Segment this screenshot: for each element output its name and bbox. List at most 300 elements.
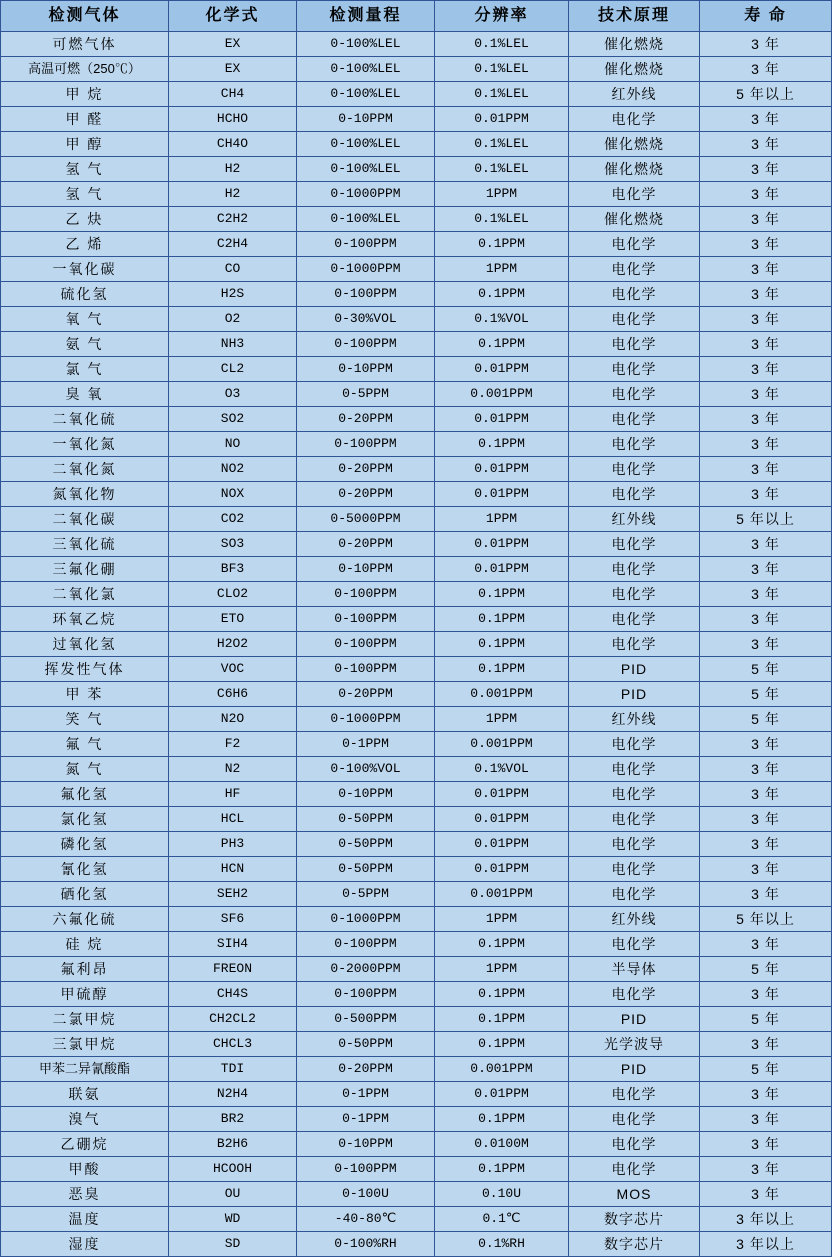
table-cell-life: 5 年以上	[700, 907, 832, 932]
table-cell-name: 氢 气	[1, 157, 169, 182]
table-cell-formula: HCOOH	[169, 1157, 297, 1182]
table-cell-name: 环氧乙烷	[1, 607, 169, 632]
table-cell-tech: 电化学	[569, 282, 700, 307]
table-row	[1, 357, 832, 382]
table-cell-tech: 电化学	[569, 1132, 700, 1157]
table-row	[1, 382, 832, 407]
table-row	[1, 157, 832, 182]
column-header-lifetime: 寿 命	[700, 1, 832, 32]
table-cell-name: 氟化氢	[1, 782, 169, 807]
table-cell-tech: 催化燃烧	[569, 57, 700, 82]
table-cell-life: 3 年	[700, 332, 832, 357]
table-row	[1, 582, 832, 607]
table-cell-name: 二氧化碳	[1, 507, 169, 532]
table-cell-life: 3 年	[700, 632, 832, 657]
table-cell-life: 3 年	[700, 1182, 832, 1207]
table-cell-life: 3 年	[700, 282, 832, 307]
table-cell-range: 0-50PPM	[297, 1032, 435, 1057]
table-cell-name: 三氯甲烷	[1, 1032, 169, 1057]
table-cell-life: 3 年	[700, 1132, 832, 1157]
table-cell-res: 0.1%RH	[435, 1232, 569, 1257]
table-cell-res: 0.1PPM	[435, 1032, 569, 1057]
column-header-gas: 检测气体	[1, 1, 169, 32]
table-cell-range: 0-20PPM	[297, 457, 435, 482]
table-cell-res: 0.1PPM	[435, 982, 569, 1007]
table-cell-formula: NH3	[169, 332, 297, 357]
table-cell-life: 3 年	[700, 157, 832, 182]
table-cell-range: 0-20PPM	[297, 682, 435, 707]
table-cell-name: 硫化氢	[1, 282, 169, 307]
table-cell-life: 3 年	[700, 482, 832, 507]
table-cell-formula: SD	[169, 1232, 297, 1257]
table-cell-range: 0-100%LEL	[297, 132, 435, 157]
table-cell-res: 0.0100M	[435, 1132, 569, 1157]
table-cell-range: 0-100%VOL	[297, 757, 435, 782]
table-cell-tech: PID	[569, 657, 700, 682]
table-cell-tech: 催化燃烧	[569, 157, 700, 182]
table-cell-tech: 电化学	[569, 407, 700, 432]
table-cell-range: 0-100PPM	[297, 1157, 435, 1182]
table-cell-res: 0.001PPM	[435, 882, 569, 907]
table-cell-name: 温度	[1, 1207, 169, 1232]
table-cell-res: 0.1%LEL	[435, 207, 569, 232]
table-cell-name: 湿度	[1, 1232, 169, 1257]
table-row	[1, 807, 832, 832]
table-cell-tech: 催化燃烧	[569, 132, 700, 157]
table-cell-tech: 电化学	[569, 1157, 700, 1182]
table-cell-name: 恶臭	[1, 1182, 169, 1207]
table-cell-name: 挥发性气体	[1, 657, 169, 682]
table-cell-res: 1PPM	[435, 907, 569, 932]
table-cell-res: 0.1PPM	[435, 332, 569, 357]
table-header	[1, 1, 832, 32]
table-cell-res: 0.01PPM	[435, 832, 569, 857]
table-cell-formula: ETO	[169, 607, 297, 632]
table-cell-tech: 半导体	[569, 957, 700, 982]
table-cell-range: 0-100PPM	[297, 232, 435, 257]
table-row	[1, 882, 832, 907]
table-row	[1, 82, 832, 107]
table-cell-life: 3 年	[700, 832, 832, 857]
table-row	[1, 32, 832, 57]
table-row	[1, 907, 832, 932]
table-cell-life: 3 年	[700, 207, 832, 232]
table-cell-formula: HCL	[169, 807, 297, 832]
table-row	[1, 132, 832, 157]
table-row	[1, 107, 832, 132]
table-cell-life: 3 年	[700, 382, 832, 407]
table-cell-name: 氟 气	[1, 732, 169, 757]
table-cell-range: 0-10PPM	[297, 782, 435, 807]
table-cell-formula: CLO2	[169, 582, 297, 607]
table-row	[1, 657, 832, 682]
table-cell-life: 3 年	[700, 1082, 832, 1107]
table-cell-formula: O3	[169, 382, 297, 407]
table-cell-range: 0-20PPM	[297, 482, 435, 507]
table-cell-res: 1PPM	[435, 257, 569, 282]
table-cell-res: 0.1PPM	[435, 1007, 569, 1032]
table-cell-formula: TDI	[169, 1057, 297, 1082]
table-cell-tech: MOS	[569, 1182, 700, 1207]
table-cell-range: 0-100PPM	[297, 582, 435, 607]
table-cell-res: 0.1PPM	[435, 657, 569, 682]
table-cell-name: 乙 炔	[1, 207, 169, 232]
table-cell-res: 0.01PPM	[435, 407, 569, 432]
table-cell-tech: 电化学	[569, 882, 700, 907]
table-cell-range: 0-5PPM	[297, 382, 435, 407]
table-cell-tech: 电化学	[569, 457, 700, 482]
table-cell-range: 0-1000PPM	[297, 257, 435, 282]
table-cell-formula: C2H4	[169, 232, 297, 257]
table-cell-life: 3 年	[700, 857, 832, 882]
table-cell-formula: SO2	[169, 407, 297, 432]
table-cell-range: 0-5PPM	[297, 882, 435, 907]
table-row	[1, 782, 832, 807]
table-row	[1, 757, 832, 782]
table-cell-formula: SF6	[169, 907, 297, 932]
table-cell-life: 5 年	[700, 957, 832, 982]
table-cell-name: 溴气	[1, 1107, 169, 1132]
table-row	[1, 1107, 832, 1132]
table-cell-name: 甲 烷	[1, 82, 169, 107]
table-cell-range: 0-100%LEL	[297, 57, 435, 82]
table-cell-range: 0-5000PPM	[297, 507, 435, 532]
table-cell-tech: 电化学	[569, 1107, 700, 1132]
table-cell-tech: 电化学	[569, 182, 700, 207]
table-row	[1, 1057, 832, 1082]
table-cell-tech: 电化学	[569, 807, 700, 832]
table-cell-res: 0.1%LEL	[435, 132, 569, 157]
table-cell-range: 0-100%LEL	[297, 82, 435, 107]
table-cell-formula: H2O2	[169, 632, 297, 657]
table-cell-life: 3 年以上	[700, 1232, 832, 1257]
table-cell-res: 0.1PPM	[435, 232, 569, 257]
table-cell-life: 5 年	[700, 1057, 832, 1082]
table-cell-life: 5 年以上	[700, 82, 832, 107]
table-cell-tech: 电化学	[569, 632, 700, 657]
table-row	[1, 832, 832, 857]
table-cell-res: 0.01PPM	[435, 532, 569, 557]
table-cell-range: 0-100U	[297, 1182, 435, 1207]
table-row	[1, 532, 832, 557]
table-cell-tech: 电化学	[569, 1082, 700, 1107]
table-cell-name: 三氟化硼	[1, 557, 169, 582]
table-cell-formula: PH3	[169, 832, 297, 857]
table-cell-tech: 电化学	[569, 607, 700, 632]
table-cell-formula: B2H6	[169, 1132, 297, 1157]
table-cell-tech: 电化学	[569, 432, 700, 457]
table-cell-res: 1PPM	[435, 707, 569, 732]
table-cell-life: 3 年	[700, 607, 832, 632]
table-cell-name: 甲硫醇	[1, 982, 169, 1007]
table-cell-formula: F2	[169, 732, 297, 757]
table-cell-formula: C2H2	[169, 207, 297, 232]
table-cell-formula: H2S	[169, 282, 297, 307]
table-cell-name: 甲苯二异氰酸酯	[1, 1057, 169, 1082]
table-cell-res: 0.1%LEL	[435, 32, 569, 57]
table-row	[1, 232, 832, 257]
table-cell-life: 3 年	[700, 532, 832, 557]
table-cell-name: 乙 烯	[1, 232, 169, 257]
table-cell-name: 二氧化氯	[1, 582, 169, 607]
table-cell-formula: H2	[169, 182, 297, 207]
table-row	[1, 307, 832, 332]
table-cell-life: 3 年	[700, 582, 832, 607]
table-cell-tech: 电化学	[569, 232, 700, 257]
table-cell-life: 5 年以上	[700, 507, 832, 532]
table-cell-range: 0-100PPM	[297, 632, 435, 657]
table-cell-tech: 数字芯片	[569, 1232, 700, 1257]
table-cell-life: 3 年	[700, 57, 832, 82]
column-header-range: 检测量程	[297, 1, 435, 32]
column-header-technology: 技术原理	[569, 1, 700, 32]
table-cell-formula: CH2CL2	[169, 1007, 297, 1032]
table-cell-range: 0-2000PPM	[297, 957, 435, 982]
table-cell-res: 0.1℃	[435, 1207, 569, 1232]
table-cell-range: 0-100PPM	[297, 607, 435, 632]
table-cell-formula: SIH4	[169, 932, 297, 957]
table-cell-tech: 光学波导	[569, 1032, 700, 1057]
table-cell-life: 5 年	[700, 707, 832, 732]
table-cell-tech: 电化学	[569, 257, 700, 282]
table-row	[1, 257, 832, 282]
table-cell-name: 笑 气	[1, 707, 169, 732]
table-cell-res: 0.001PPM	[435, 1057, 569, 1082]
table-row	[1, 1007, 832, 1032]
table-cell-formula: CL2	[169, 357, 297, 382]
table-cell-range: 0-10PPM	[297, 557, 435, 582]
table-cell-name: 氯化氢	[1, 807, 169, 832]
table-cell-formula: NO2	[169, 457, 297, 482]
table-cell-tech: 电化学	[569, 382, 700, 407]
table-cell-tech: PID	[569, 1057, 700, 1082]
table-cell-tech: 电化学	[569, 107, 700, 132]
table-cell-formula: CHCL3	[169, 1032, 297, 1057]
table-cell-name: 三氧化硫	[1, 532, 169, 557]
table-cell-life: 3 年	[700, 782, 832, 807]
table-cell-range: 0-1PPM	[297, 732, 435, 757]
table-cell-res: 0.1PPM	[435, 632, 569, 657]
table-cell-life: 3 年	[700, 357, 832, 382]
table-cell-range: 0-10PPM	[297, 357, 435, 382]
table-cell-formula: SO3	[169, 532, 297, 557]
table-cell-range: 0-100%LEL	[297, 207, 435, 232]
table-cell-res: 0.01PPM	[435, 857, 569, 882]
table-cell-tech: 电化学	[569, 557, 700, 582]
table-cell-name: 氯 气	[1, 357, 169, 382]
table-cell-range: 0-500PPM	[297, 1007, 435, 1032]
table-cell-range: 0-100%LEL	[297, 32, 435, 57]
table-cell-name: 高温可燃（250℃）	[1, 57, 169, 82]
table-cell-name: 甲 醇	[1, 132, 169, 157]
table-cell-range: 0-100%RH	[297, 1232, 435, 1257]
table-cell-name: 一氧化氮	[1, 432, 169, 457]
table-cell-formula: HF	[169, 782, 297, 807]
table-cell-range: 0-100PPM	[297, 982, 435, 1007]
table-row	[1, 1232, 832, 1257]
table-cell-formula: BF3	[169, 557, 297, 582]
table-body	[1, 32, 832, 1257]
table-cell-tech: 电化学	[569, 582, 700, 607]
table-cell-res: 0.001PPM	[435, 382, 569, 407]
table-cell-formula: VOC	[169, 657, 297, 682]
table-cell-formula: CH4O	[169, 132, 297, 157]
table-cell-life: 3 年	[700, 132, 832, 157]
table-row	[1, 1032, 832, 1057]
table-row	[1, 507, 832, 532]
table-cell-tech: 电化学	[569, 832, 700, 857]
table-cell-tech: 电化学	[569, 982, 700, 1007]
table-cell-range: 0-100PPM	[297, 657, 435, 682]
table-cell-life: 3 年	[700, 257, 832, 282]
table-cell-res: 0.1PPM	[435, 1107, 569, 1132]
table-cell-formula: NOX	[169, 482, 297, 507]
table-cell-res: 0.01PPM	[435, 482, 569, 507]
table-cell-res: 0.1PPM	[435, 432, 569, 457]
table-cell-range: 0-1PPM	[297, 1082, 435, 1107]
table-cell-range: 0-20PPM	[297, 532, 435, 557]
table-cell-formula: NO	[169, 432, 297, 457]
table-cell-formula: CH4	[169, 82, 297, 107]
table-cell-res: 0.1PPM	[435, 607, 569, 632]
table-cell-range: 0-100PPM	[297, 282, 435, 307]
table-cell-name: 联氨	[1, 1082, 169, 1107]
table-cell-name: 乙硼烷	[1, 1132, 169, 1157]
table-cell-tech: 红外线	[569, 707, 700, 732]
table-cell-formula: CO	[169, 257, 297, 282]
table-cell-name: 氢 气	[1, 182, 169, 207]
table-row	[1, 932, 832, 957]
table-cell-tech: 电化学	[569, 932, 700, 957]
table-cell-range: 0-100PPM	[297, 932, 435, 957]
table-row	[1, 1082, 832, 1107]
table-cell-tech: 红外线	[569, 907, 700, 932]
table-cell-name: 硅 烷	[1, 932, 169, 957]
table-cell-name: 臭 氧	[1, 382, 169, 407]
table-cell-life: 3 年	[700, 307, 832, 332]
column-header-formula: 化学式	[169, 1, 297, 32]
table-cell-formula: CO2	[169, 507, 297, 532]
table-cell-res: 0.1%LEL	[435, 82, 569, 107]
table-cell-formula: WD	[169, 1207, 297, 1232]
table-row	[1, 57, 832, 82]
table-cell-name: 二氯甲烷	[1, 1007, 169, 1032]
table-cell-res: 0.001PPM	[435, 682, 569, 707]
table-cell-formula: CH4S	[169, 982, 297, 1007]
table-cell-formula: SEH2	[169, 882, 297, 907]
table-cell-life: 3 年	[700, 757, 832, 782]
table-cell-life: 3 年	[700, 557, 832, 582]
table-cell-name: 甲 醛	[1, 107, 169, 132]
table-row	[1, 432, 832, 457]
table-row	[1, 607, 832, 632]
table-cell-res: 0.1PPM	[435, 282, 569, 307]
table-row	[1, 682, 832, 707]
table-cell-range: 0-50PPM	[297, 832, 435, 857]
table-cell-range: 0-10PPM	[297, 107, 435, 132]
table-cell-life: 3 年	[700, 457, 832, 482]
table-cell-tech: PID	[569, 682, 700, 707]
table-cell-range: 0-50PPM	[297, 807, 435, 832]
table-cell-life: 5 年	[700, 657, 832, 682]
table-cell-tech: 电化学	[569, 307, 700, 332]
table-cell-res: 0.01PPM	[435, 1082, 569, 1107]
table-cell-range: 0-1000PPM	[297, 907, 435, 932]
table-cell-tech: 电化学	[569, 857, 700, 882]
table-cell-formula: BR2	[169, 1107, 297, 1132]
table-cell-tech: 电化学	[569, 732, 700, 757]
table-row	[1, 732, 832, 757]
table-cell-life: 3 年	[700, 932, 832, 957]
table-row	[1, 332, 832, 357]
table-cell-name: 氮 气	[1, 757, 169, 782]
table-cell-name: 氰化氢	[1, 857, 169, 882]
table-cell-res: 0.01PPM	[435, 557, 569, 582]
table-cell-res: 0.01PPM	[435, 807, 569, 832]
table-row	[1, 1157, 832, 1182]
table-cell-formula: EX	[169, 32, 297, 57]
table-cell-life: 3 年	[700, 407, 832, 432]
table-row	[1, 857, 832, 882]
table-cell-name: 二氧化氮	[1, 457, 169, 482]
table-cell-name: 氨 气	[1, 332, 169, 357]
table-cell-name: 氧 气	[1, 307, 169, 332]
table-cell-life: 3 年	[700, 732, 832, 757]
table-cell-tech: 电化学	[569, 482, 700, 507]
table-cell-res: 0.1%VOL	[435, 307, 569, 332]
table-cell-range: 0-100PPM	[297, 332, 435, 357]
table-cell-range: 0-100%LEL	[297, 157, 435, 182]
table-cell-tech: 红外线	[569, 507, 700, 532]
table-row	[1, 457, 832, 482]
table-cell-tech: 催化燃烧	[569, 32, 700, 57]
table-cell-life: 3 年	[700, 807, 832, 832]
table-cell-formula: O2	[169, 307, 297, 332]
table-cell-res: 0.1%LEL	[435, 57, 569, 82]
table-cell-life: 3 年	[700, 32, 832, 57]
table-cell-res: 0.001PPM	[435, 732, 569, 757]
table-cell-life: 3 年	[700, 1032, 832, 1057]
table-cell-tech: 数字芯片	[569, 1207, 700, 1232]
table-row	[1, 707, 832, 732]
table-cell-res: 0.10U	[435, 1182, 569, 1207]
table-row	[1, 632, 832, 657]
table-cell-res: 1PPM	[435, 957, 569, 982]
table-row	[1, 482, 832, 507]
table-cell-range: 0-100PPM	[297, 432, 435, 457]
table-cell-life: 3 年	[700, 182, 832, 207]
table-cell-tech: 电化学	[569, 532, 700, 557]
table-cell-res: 1PPM	[435, 507, 569, 532]
table-cell-tech: 电化学	[569, 332, 700, 357]
table-cell-tech: PID	[569, 1007, 700, 1032]
table-row	[1, 1132, 832, 1157]
table-cell-tech: 催化燃烧	[569, 207, 700, 232]
table-cell-tech: 电化学	[569, 782, 700, 807]
table-cell-formula: OU	[169, 1182, 297, 1207]
table-cell-res: 0.1%LEL	[435, 157, 569, 182]
table-row	[1, 982, 832, 1007]
table-row	[1, 557, 832, 582]
table-cell-life: 3 年	[700, 1107, 832, 1132]
table-row	[1, 1182, 832, 1207]
table-cell-life: 3 年	[700, 107, 832, 132]
table-cell-name: 甲酸	[1, 1157, 169, 1182]
table-cell-res: 0.1PPM	[435, 1157, 569, 1182]
table-cell-res: 0.01PPM	[435, 782, 569, 807]
table-cell-name: 氮氧化物	[1, 482, 169, 507]
table-cell-life: 5 年	[700, 682, 832, 707]
